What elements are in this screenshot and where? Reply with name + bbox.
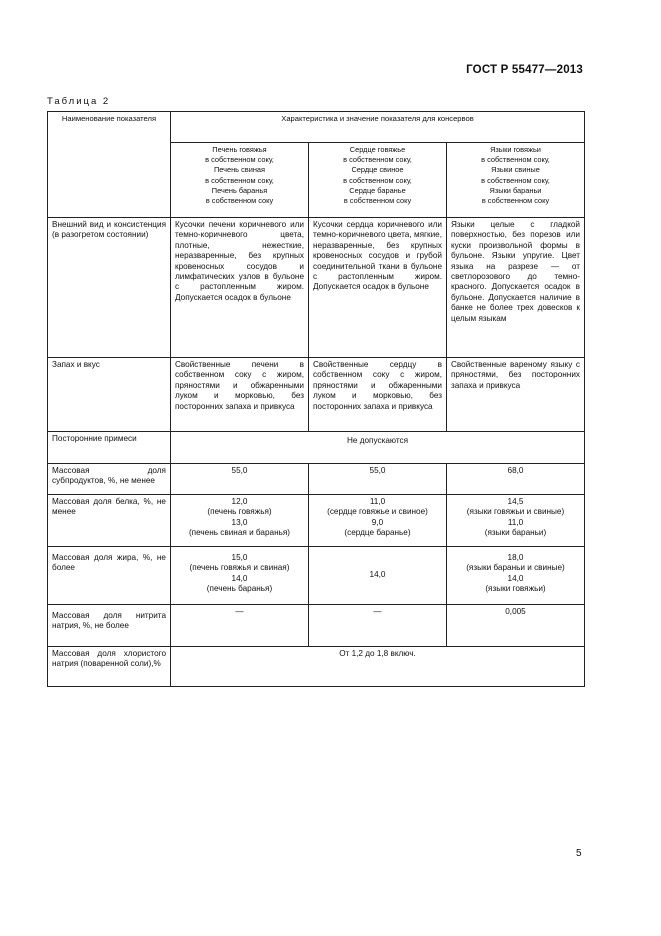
column-header-heart: Сердце говяжье в собственном соку, Сердце свиное в собственном соку, Сердце баранье в собственном соку: [309, 143, 447, 218]
cell-nitrite-tongue: 0,005: [447, 605, 585, 647]
cell-byproducts-liver: 55,0: [171, 464, 309, 495]
cell-nitrite-liver: —: [171, 605, 309, 647]
cell-appearance-tongue: Языки целые с гладкой поверхностью, без порезов или куски произвольной формы в бульоне. Языки упругие. Цвет языка на разрезе — от светлорозового до темно-красного. Допускается осадок в бульоне. Допускается наличие в банке не более трех довесков к целым языкам: [447, 218, 585, 358]
cell-impurities-value: Не допускаются: [171, 432, 585, 464]
table-header-row: [48, 112, 585, 143]
table-row-appearance: [48, 218, 585, 358]
table-row-impurities: [48, 432, 585, 464]
row-label-protein: Массовая доля белка, %, не менее: [48, 495, 171, 547]
table-row-byproducts: [48, 464, 585, 495]
row-label-chloride: Массовая доля хлористого натрия (поваренной соли),%: [48, 647, 171, 687]
row-label-byproducts: Массовая доля субпродуктов, %, не менее: [48, 464, 171, 495]
table-row-protein: [48, 495, 585, 547]
cell-smell-heart: Свойственные сердцу в собственном соку с жиром, пряностями и обжаренными луком и морковью, без посторонних запаха и привкуса: [309, 358, 447, 432]
cell-fat-tongue: 18,0 (языки бараньи и свиные) 14,0 (языки говяжьи): [447, 547, 585, 605]
characteristics-group-header: Характеристика и значение показателя для консервов: [171, 112, 585, 143]
cell-fat-heart: 14,0: [309, 547, 447, 605]
cell-chloride-value: От 1,2 до 1,8 включ.: [171, 647, 585, 687]
table-row-smell: [48, 358, 585, 432]
cell-appearance-heart: Кусочки сердца коричневого или темно-коричневого цвета, мягкие, неразваренные, без крупных кровеносных сосудов и грубой соединительной ткани в бульоне с растопленным жиром. Допускается осадок в бульоне: [309, 218, 447, 358]
cell-byproducts-heart: 55,0: [309, 464, 447, 495]
column-header-tongue: Языки говяжьи в собственном соку, Языки свиные в собственном соку, Языки бараньи в собственном соку: [447, 143, 585, 218]
cell-smell-liver: Свойственные печени в собственном соку с жиром, пряностями и обжаренными луком и морковью, без посторонних запаха и привкуса: [171, 358, 309, 432]
cell-smell-tongue: Свойственные вареному языку с пряностями, без посторонних запаха и привкуса: [447, 358, 585, 432]
quality-indicators-table: [47, 111, 585, 687]
cell-fat-liver: 15,0 (печень говяжья и свиная) 14,0 (печень баранья): [171, 547, 309, 605]
table-row-nitrite: [48, 605, 585, 647]
cell-protein-liver: 12,0 (печень говяжья) 13,0 (печень свиная и баранья): [171, 495, 309, 547]
row-label-impurities: Посторонние примеси: [48, 432, 171, 464]
cell-byproducts-tongue: 68,0: [447, 464, 585, 495]
table-row-fat: [48, 547, 585, 605]
cell-protein-tongue: 14,5 (языки говяжьи и свиные) 11,0 (языки бараньи): [447, 495, 585, 547]
row-label-fat: Массовая доля жира, %, не более: [48, 547, 171, 605]
page-number: 5: [576, 848, 582, 859]
cell-nitrite-heart: —: [309, 605, 447, 647]
cell-protein-heart: 11,0 (сердце говяжье и свиное) 9,0 (сердце баранье): [309, 495, 447, 547]
table-row-chloride: [48, 647, 585, 687]
row-label-appearance: Внешний вид и консистенция (в разогретом состоянии): [48, 218, 171, 358]
row-label-smell: Запах и вкус: [48, 358, 171, 432]
row-label-nitrite: Массовая доля нитрита натрия, %, не более: [48, 605, 171, 647]
name-column-header: Наименование показателя: [48, 112, 171, 218]
document-id: ГОСТ Р 55477—2013: [466, 64, 583, 76]
cell-appearance-liver: Кусочки печени коричневого или темно-коричневого цвета, плотные, нежесткие, неразваренные, без крупных кровеносных сосудов и лимфатических узлов в бульоне с растопленным жиром. Допускается осадок в бульоне: [171, 218, 309, 358]
table-label: Таблица 2: [47, 96, 111, 107]
column-header-liver: Печень говяжья в собственном соку, Печень свиная в собственном соку, Печень баранья в собственном соку: [171, 143, 309, 218]
